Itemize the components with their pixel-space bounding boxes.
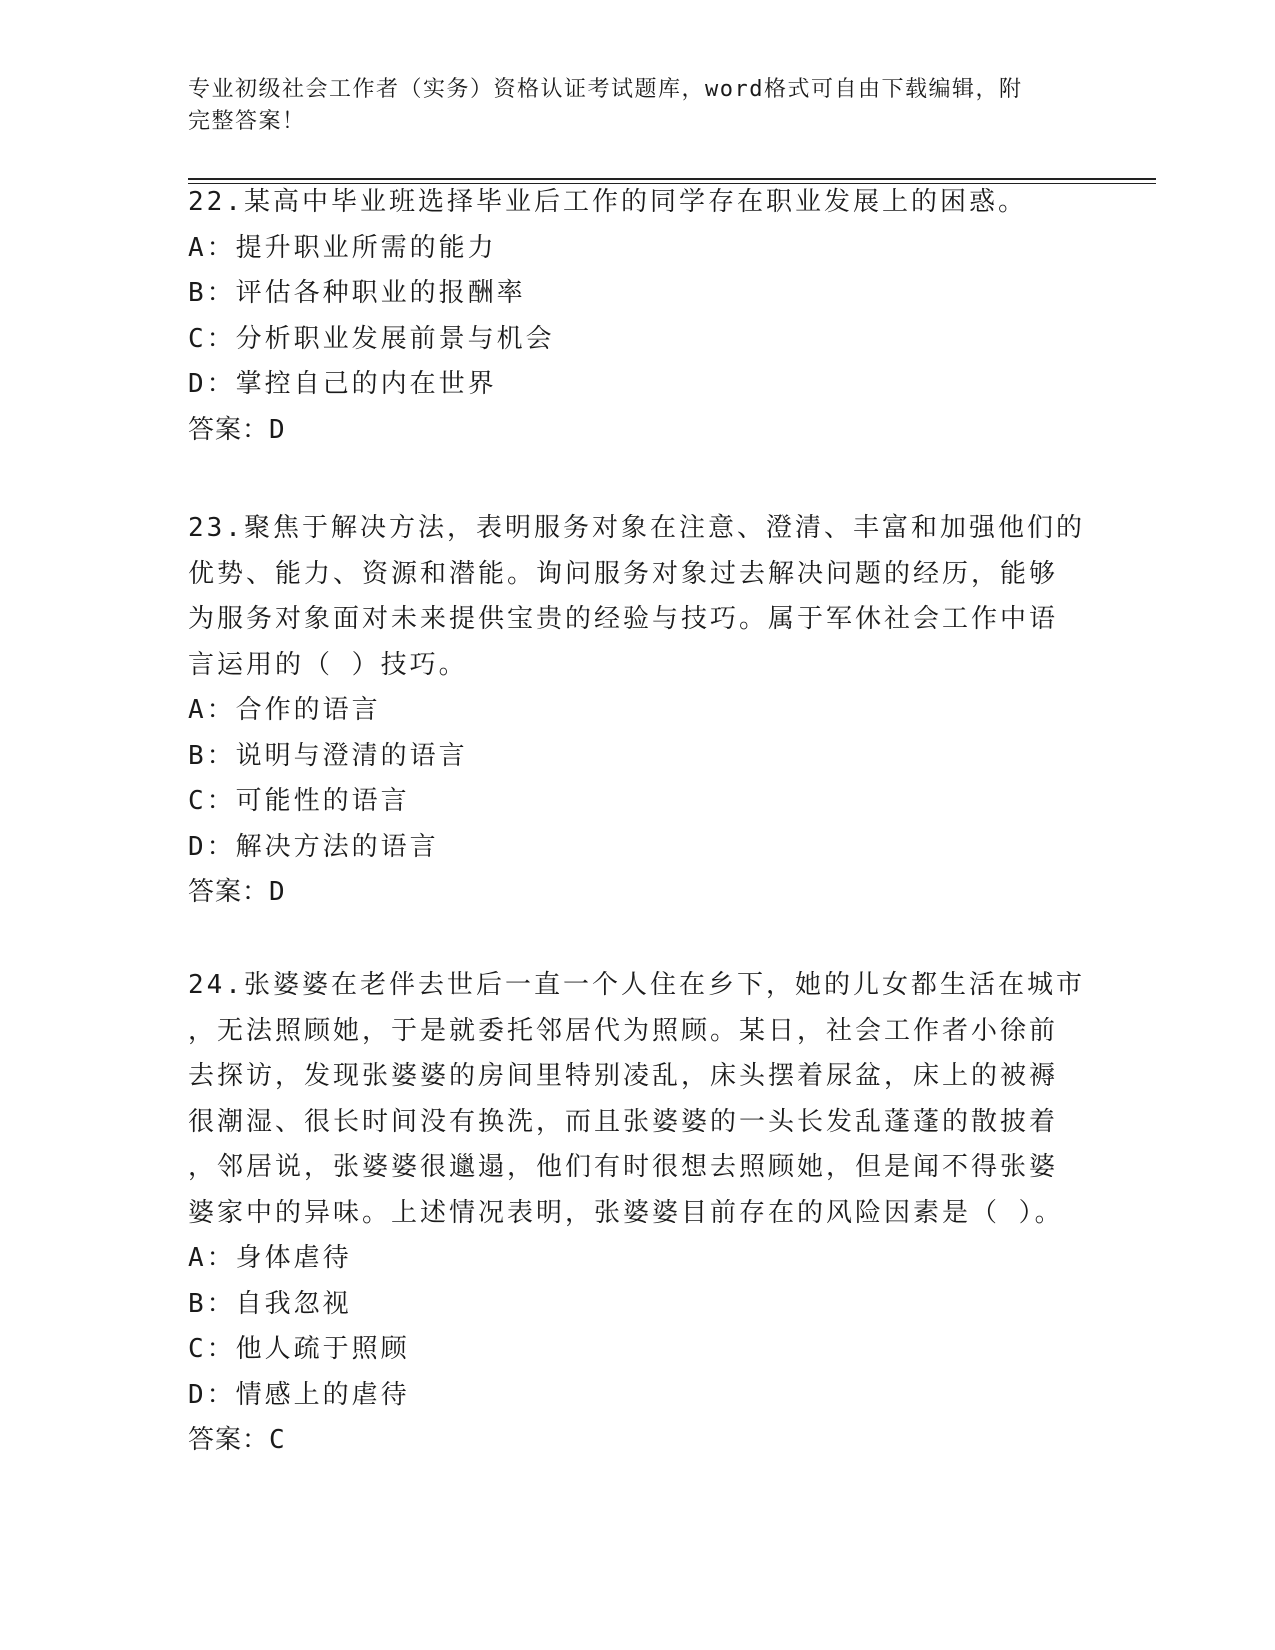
question-stem-line: ，无法照顾她，于是就委托邻居代为照顾。某日，社会工作者小徐前 <box>188 1015 1059 1046</box>
answer <box>188 870 1088 916</box>
question-stem-line: 很潮湿、很长时间没有换洗，而且张婆婆的一头长发乱蓬蓬的散披着 <box>188 1106 1059 1137</box>
option-b: B：说明与澄清的语言 <box>188 740 468 771</box>
option-a: A：提升职业所需的能力 <box>188 232 497 263</box>
answer-value: D <box>269 877 286 907</box>
header-line-1: 专业初级社会工作者（实务）资格认证考试题库，word格式可自由下载编辑，附 <box>188 77 1023 102</box>
question-stem-line: 为服务对象面对未来提供宝贵的经验与技巧。属于军休社会工作中语 <box>188 604 1059 634</box>
header-line-2: 完整答案！ <box>188 109 306 134</box>
option-d: D：解决方法的语言 <box>188 831 439 862</box>
option-d: D：掌控自己的内在世界 <box>188 369 497 399</box>
question-stem-line: 优势、能力、资源和潜能。询问服务对象过去解决问题的经历，能够 <box>188 558 1059 589</box>
question-23 <box>188 506 1088 916</box>
option-c: C：可能性的语言 <box>188 786 410 816</box>
option-d: D：情感上的虐待 <box>188 1379 410 1410</box>
answer-label: 答案： <box>188 1425 270 1455</box>
answer <box>188 408 1088 454</box>
answer <box>188 1418 1088 1464</box>
option-a: A：合作的语言 <box>188 695 381 725</box>
option-c: C：分析职业发展前景与机会 <box>188 323 555 354</box>
answer-label: 答案： <box>188 414 270 445</box>
option-b: B：自我忽视 <box>188 1288 352 1319</box>
question-stem-line: 24.张婆婆在老伴去世后一直一个人住在乡下，她的儿女都生活在城市 <box>188 970 1085 1000</box>
answer-value: C <box>269 1425 286 1455</box>
question-stem-line: 婆家中的异味。上述情况表明，张婆婆目前存在的风险因素是（ ）。 <box>188 1197 1064 1228</box>
option-a: A：身体虐待 <box>188 1243 352 1273</box>
question-stem-line: 言运用的（ ）技巧。 <box>188 649 468 680</box>
option-c: C：他人疏于照顾 <box>188 1334 410 1364</box>
option-b: B：评估各种职业的报酬率 <box>188 278 526 308</box>
document-header <box>188 74 1068 138</box>
question-24 <box>188 963 1088 1464</box>
answer-value: D <box>269 414 286 445</box>
question-stem-line: ，邻居说，张婆婆很邋遢，他们有时很想去照顾她，但是闻不得张婆 <box>188 1152 1059 1182</box>
question-stem-line: 去探访，发现张婆婆的房间里特别凌乱，床头摆着尿盆，床上的被褥 <box>188 1061 1059 1091</box>
question-22 <box>188 180 1088 453</box>
answer-label: 答案： <box>188 877 270 907</box>
question-stem: 22.某高中毕业班选择毕业后工作的同学存在职业发展上的困惑。 <box>188 187 1027 217</box>
question-stem-line: 23.聚焦于解决方法，表明服务对象在注意、澄清、丰富和加强他们的 <box>188 513 1085 543</box>
